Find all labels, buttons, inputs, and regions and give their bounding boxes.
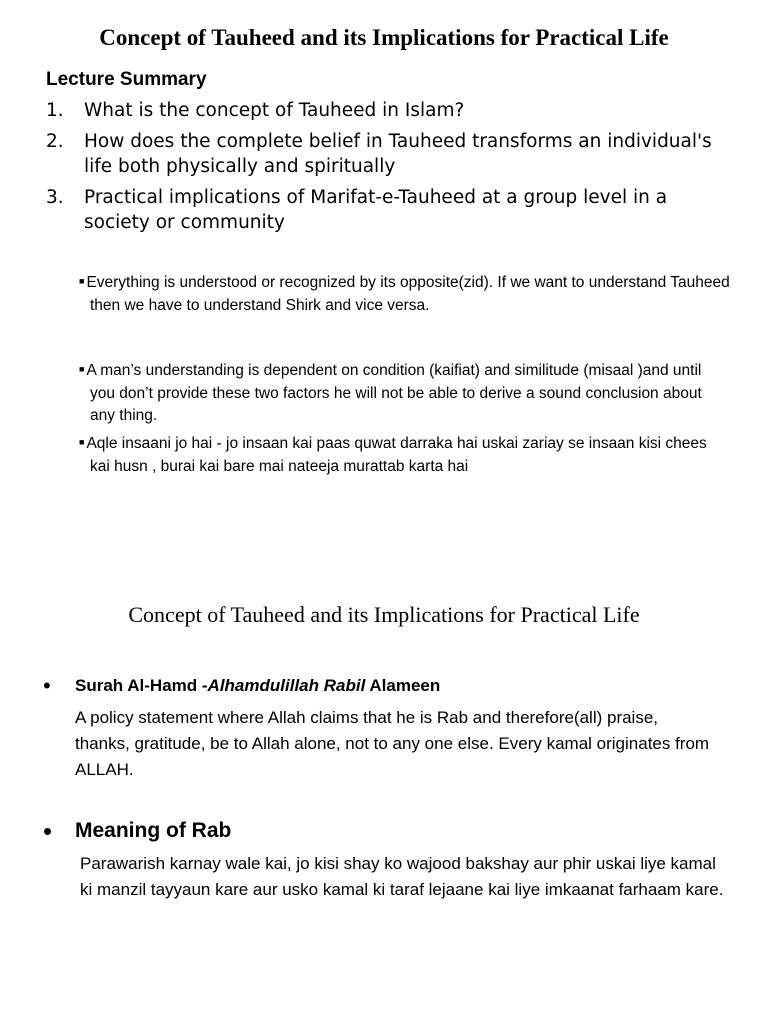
summary-question-3 [46, 185, 726, 235]
bullet-dot-icon: • [43, 673, 51, 698]
surah-heading-italic: Alhamdulillah Rabil [207, 676, 366, 695]
square-bullet-icon: ■ [79, 276, 85, 286]
note-text: A man’s understanding is dependent on condition (kaifiat) and similitude (misaal )and until you don’t provide these two factors he will not be able to derive a sound conclusion about any thing. [86, 362, 702, 424]
question-number: 1. [46, 100, 64, 121]
section-title: Concept of Tauheed and its Implications for Practical Life [128, 602, 640, 627]
question-text: What is the concept of Tauheed in Islam? [84, 100, 465, 121]
question-number: 3. [46, 187, 64, 208]
note-text: Everything is understood or recognized by its opposite(zid). If we want to understand Tauheed then we have to understand Shirk and vice versa. [86, 274, 730, 314]
note-item-3 [79, 431, 730, 478]
square-bullet-icon: ■ [79, 364, 85, 374]
note-item-2 [79, 358, 730, 428]
bullet-dot-icon: • [43, 816, 53, 846]
rab-heading: Meaning of Rab [75, 819, 232, 842]
lecture-summary-heading: Lecture Summary [46, 69, 207, 90]
surah-heading-part1: Surah Al-Hamd - [75, 676, 208, 695]
summary-question-1 [46, 98, 726, 123]
note-item-1 [79, 270, 730, 317]
question-number: 2. [46, 131, 64, 152]
surah-heading [75, 676, 440, 696]
question-text: How does the complete belief in Tauheed transforms an individual's life both physically and spiritually [84, 131, 712, 177]
surah-description: A policy statement where Allah claims that he is Rab and therefore(all) praise, thanks, gratitude, be to Allah alone, not to any one else. Every kamal originates from ALLAH. [75, 708, 710, 779]
question-text: Practical implications of Marifat-e-Tauheed at a group level in a society or community [84, 187, 668, 233]
note-text: Aqle insaani jo hai - jo insaan kai paas quwat darraka hai uskai zariay se insaan kisi chees kai husn , burai kai bare mai nateeja murattab karta hai [86, 435, 707, 475]
page-title: Concept of Tauheed and its Implications for Practical Life [99, 25, 669, 50]
rab-description: Parawarish karnay wale kai, jo kisi shay ko wajood bakshay aur phir uskai liye kamal ki manzil tayyaun kare aur usko kamal ki taraf lejaane kai liye imkaanat farhaam kare. [80, 854, 724, 899]
summary-question-2 [46, 129, 726, 179]
square-bullet-icon: ■ [79, 437, 85, 447]
surah-heading-part2: Alameen [365, 676, 441, 695]
